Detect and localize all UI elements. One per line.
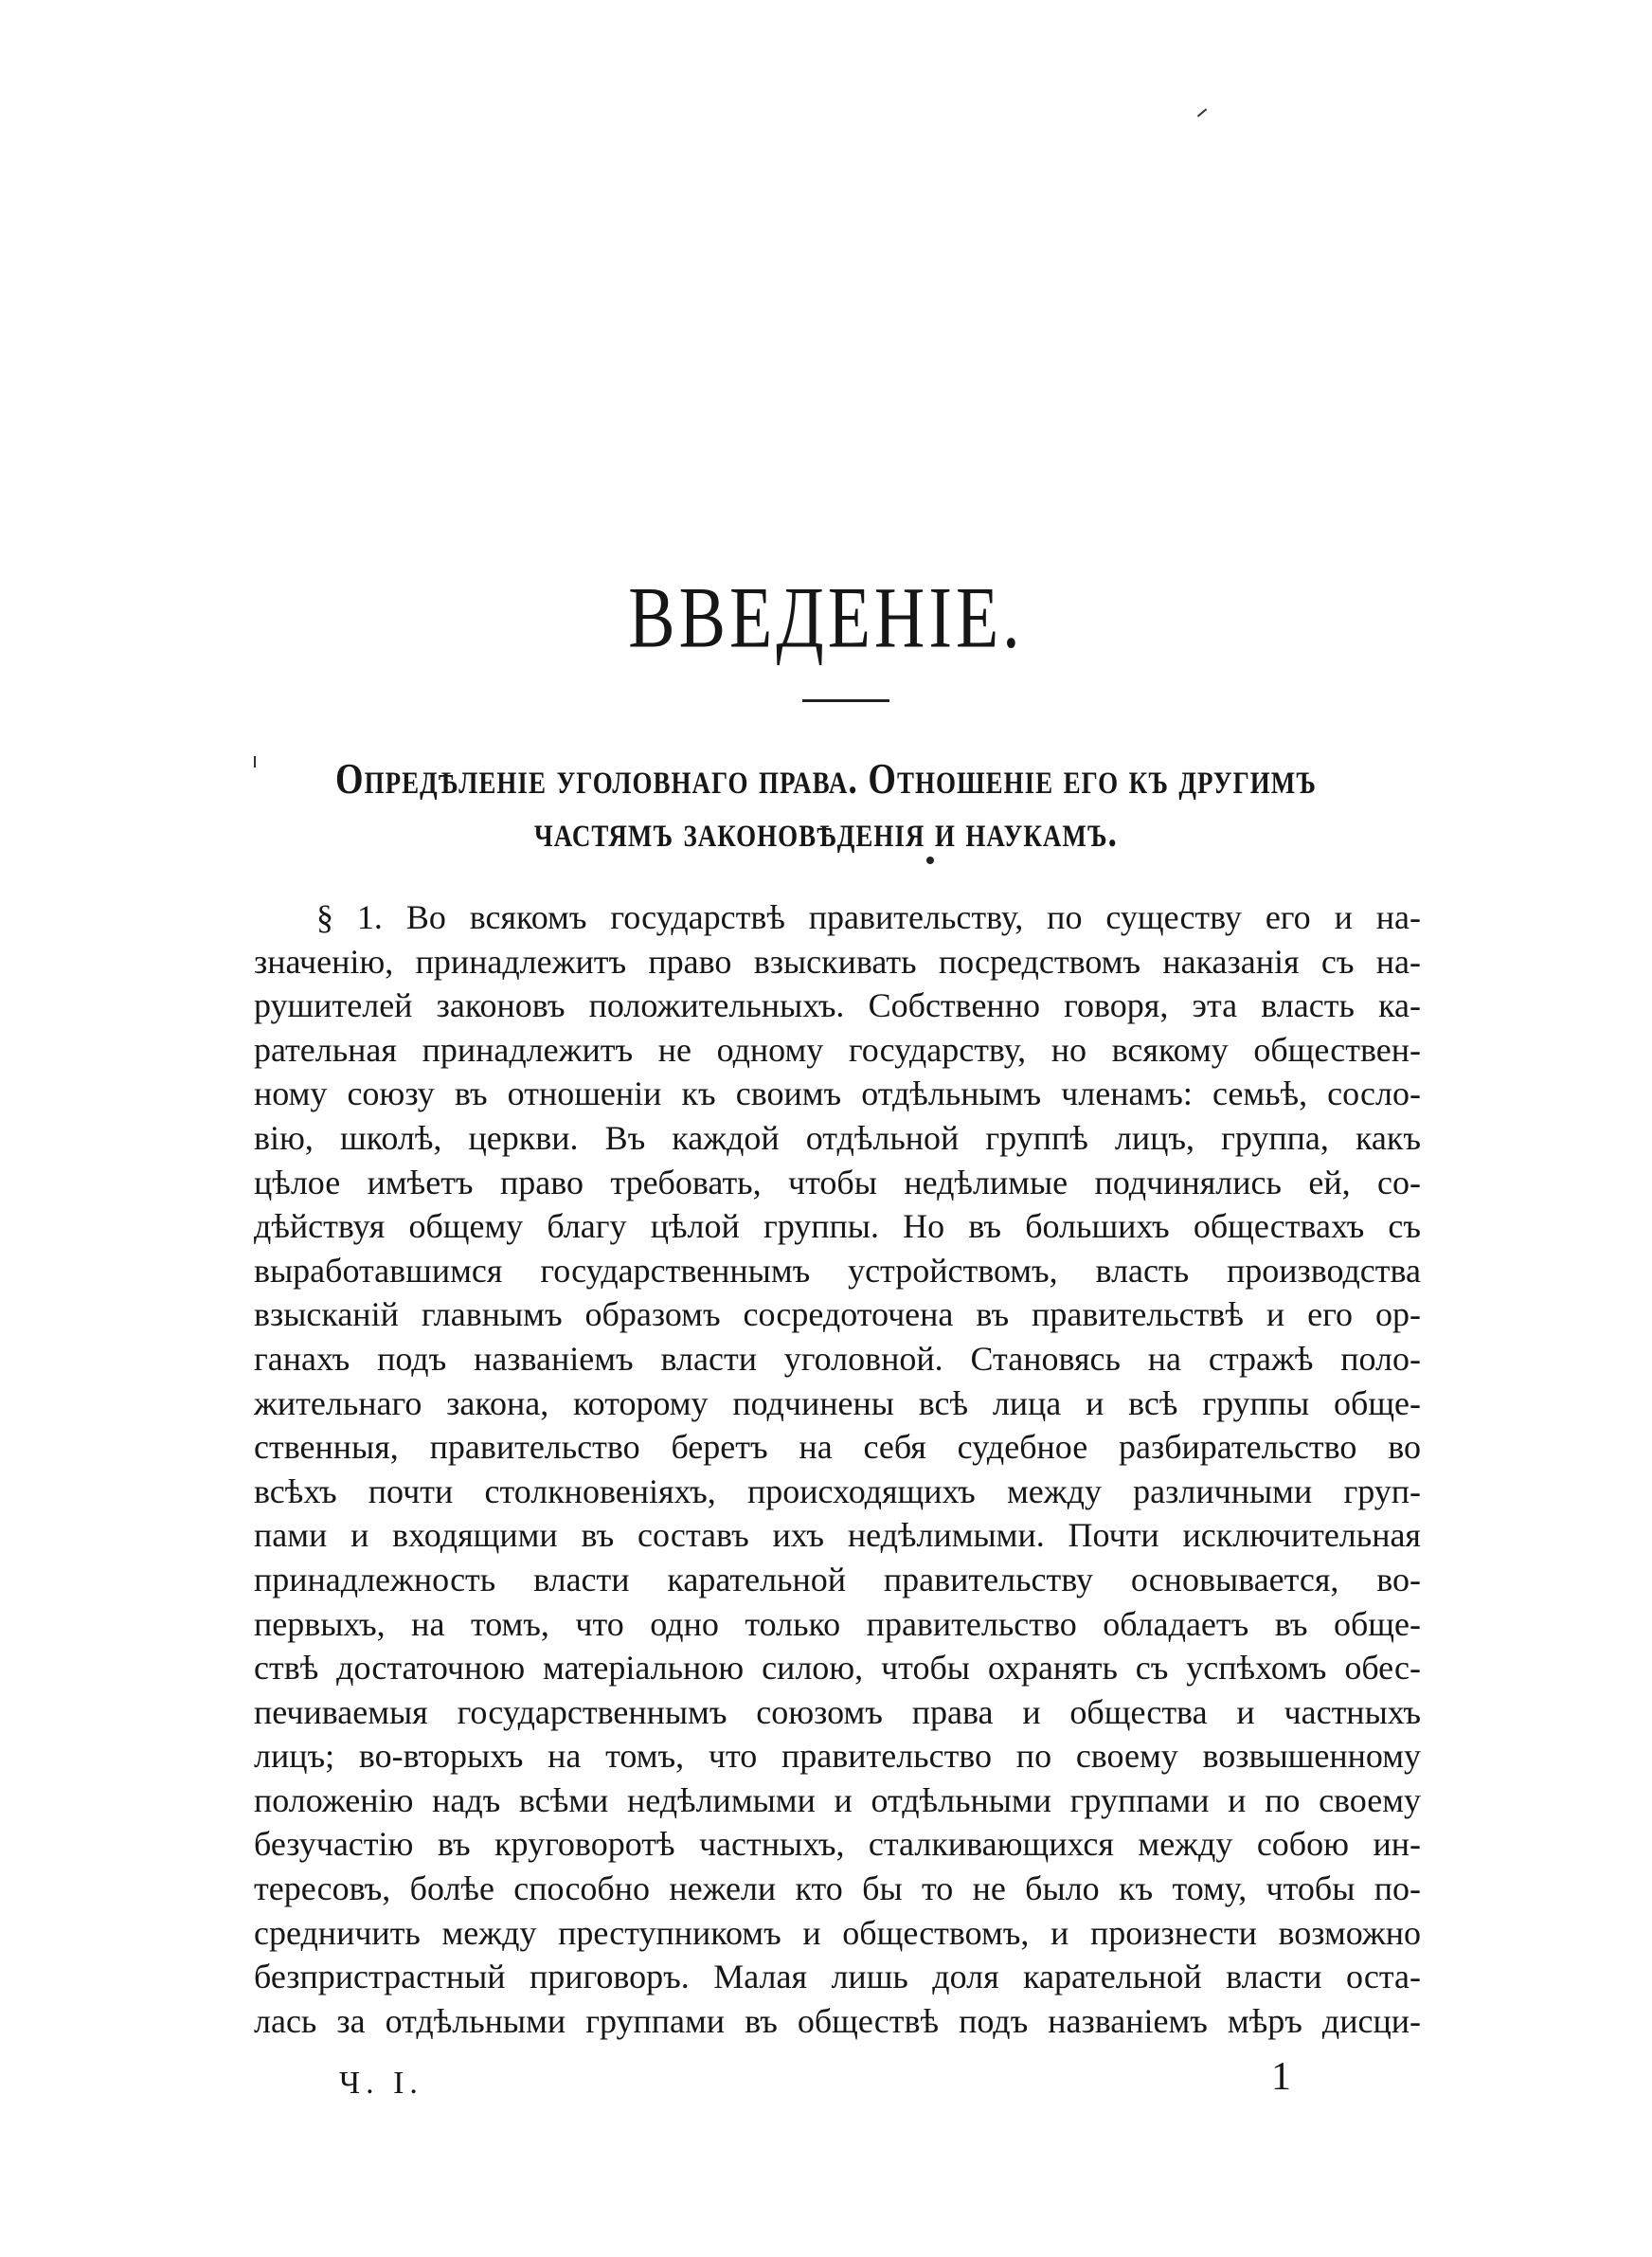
- page-number: 1: [1271, 2055, 1291, 2099]
- text-line: ственныя, правительство беретъ на себя судебное разбирательство во: [254, 1428, 1421, 1467]
- text-line: всѣхъ почти столкновеніяхъ, происходящихъ между различными груп-: [254, 1472, 1421, 1510]
- text-line: безучастію въ круговоротѣ частныхъ, сталкивающихся между собою ин-: [254, 1825, 1421, 1864]
- text-line: безпристрастный приговоръ. Малая лишь доля карательной власти оста-: [254, 1958, 1421, 1996]
- page-title: ВВЕДЕНІЕ.: [628, 569, 1024, 667]
- text-line: значенію, принадлежитъ право взыскивать посредствомъ наказанія съ на-: [254, 942, 1421, 981]
- text-line: цѣлое имѣетъ право требовать, чтобы недѣлимые подчинялись ей, со-: [254, 1163, 1421, 1201]
- section-heading-line-1: Опредѣленіе уголовнаго права. Отношеніе его къ другимъ: [335, 755, 1317, 803]
- text-line: ганахъ подъ названіемъ власти уголовной. Становясь на стражѣ поло-: [254, 1339, 1421, 1378]
- text-line: рательная принадлежитъ не одному государству, но всякому обществен-: [254, 1030, 1421, 1069]
- title-rule-divider: [802, 699, 889, 702]
- text-line: пами и входящими въ составъ ихъ недѣлимыми. Почти исключительная: [254, 1516, 1421, 1555]
- text-line: тересовъ, болѣе способно нежели кто бы то не было къ тому, чтобы по-: [254, 1869, 1421, 1908]
- text-line: выработавшимся государственнымъ устройствомъ, власть производства: [254, 1251, 1421, 1290]
- text-line: § 1. Во всякомъ государствѣ правительству, по существу его и на-: [316, 898, 1421, 936]
- stray-pen-mark: [1197, 108, 1207, 117]
- signature-mark: Ч. І.: [339, 2066, 423, 2101]
- text-line: рушителей законовъ положительныхъ. Собственно говоря, эта власть ка-: [254, 986, 1421, 1025]
- text-line: принадлежность власти карательной правительству основывается, во-: [254, 1560, 1421, 1598]
- heading-dot-mark: [926, 857, 934, 864]
- text-line: вію, школѣ, церкви. Въ каждой отдѣльной группѣ лицъ, группа, какъ: [254, 1118, 1421, 1157]
- body-paragraph: [254, 895, 1421, 2043]
- text-line: печиваемыя государственнымъ союзомъ права и общества и частныхъ: [254, 1692, 1421, 1731]
- text-line: ному союзу въ отношеніи къ своимъ отдѣльнымъ членамъ: семьѣ, сосло-: [254, 1074, 1421, 1113]
- text-line: ствѣ достаточною матеріальною силою, чтобы охранять съ успѣхомъ обес-: [254, 1649, 1421, 1688]
- text-line: жительнаго закона, которому подчинены всѣ лица и всѣ группы обще-: [254, 1383, 1421, 1422]
- text-line: дѣйствуя общему благу цѣлой группы. Но въ большихъ обществахъ съ: [254, 1207, 1421, 1246]
- text-line: лась за отдѣльными группами въ обществѣ подъ названіемъ мѣръ дисци-: [254, 2001, 1421, 2040]
- section-heading-line-2: частямъ законовѣденія и наукамъ.: [533, 808, 1119, 857]
- text-line: взысканій главнымъ образомъ сосредоточена въ правительствѣ и его ор-: [254, 1295, 1421, 1334]
- text-line: положенію надъ всѣми недѣлимыми и отдѣльными группами и по своему: [254, 1780, 1421, 1819]
- text-line: средничить между преступникомъ и обществомъ, и произнести возможно: [254, 1913, 1421, 1952]
- text-line: лицъ; во-вторыхъ на томъ, что правительство по своему возвышенному: [254, 1737, 1421, 1776]
- text-line: первыхъ, на томъ, что одно только правительство обладаетъ въ обще-: [254, 1604, 1421, 1643]
